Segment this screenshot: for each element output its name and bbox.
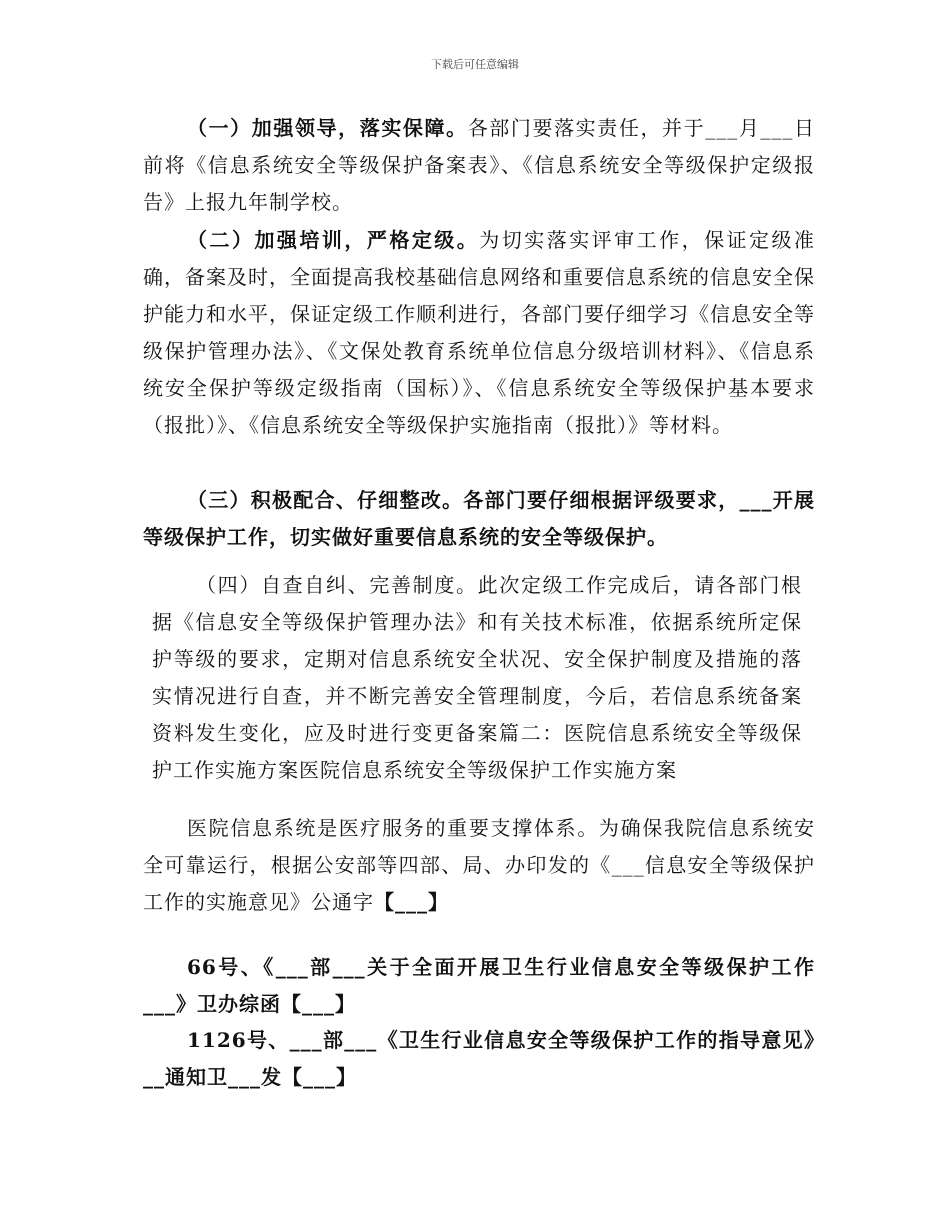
paragraph-6-text: 66号、《___部___关于全面开展卫生行业信息安全等级保护工作___》卫办综函【___】 bbox=[143, 955, 815, 1016]
paragraph-5-text: 医院信息系统是医疗服务的重要支撑体系。为确保我院信息系统安全可靠运行，根据公安部等四部、局、办印发的《___信息安全等级保护工作的实施意见》公通字 bbox=[143, 816, 815, 914]
paragraph-1-body: 各部门要落实责任，并于___月___日前将《信息系统安全等级保护备案表》、《信息系统安全等级保护定级报告》上报九年制学校。 bbox=[143, 116, 816, 214]
paragraph-4 bbox=[152, 567, 802, 789]
paragraph-7 bbox=[143, 1022, 815, 1096]
paragraph-1 bbox=[143, 110, 815, 221]
paragraph-1-lead: （一）加强领导，落实保障。 bbox=[187, 116, 468, 140]
paragraph-6 bbox=[143, 949, 815, 1023]
page-header-note: 下载后可任意编辑 bbox=[431, 58, 519, 71]
paragraph-5-bracket: 【___】 bbox=[374, 890, 449, 914]
paragraph-7-text: 1126号、___部___《卫生行业信息安全等级保护工作的指导意见》__通知卫___发【___】 bbox=[143, 1028, 815, 1089]
paragraph-3-text: （三）积极配合、仔细整改。各部门要仔细根据评级要求，___开展等级保护工作，切实做好重要信息系统的安全等级保护。 bbox=[143, 488, 815, 549]
paragraph-2-body: 为切实落实评审工作，保证定级准确，备案及时，全面提高我校基础信息网络和重要信息系统的信息安全保护能力和水平，保证定级工作顺利进行，各部门要仔细学习《信息安全等级保护管理办法》、《文保处教育系统单位信息分级培训材料》、《信息系统安全保护等级定级指南（国标）》、《信息系统安全等级保护基本要求（报批）》、《信息系统安全等级保护实施指南（报批）》等材料。 bbox=[143, 228, 816, 437]
paragraph-2 bbox=[143, 222, 815, 444]
paragraph-2-lead: （二）加强培训，严格定级。 bbox=[187, 228, 480, 252]
paragraph-3 bbox=[143, 482, 815, 556]
paragraph-5 bbox=[143, 810, 815, 921]
paragraph-4-text: （四）自查自纠、完善制度。此次定级工作完成后，请各部门根据《信息安全等级保护管理办法》和有关技术标准，依据系统所定保护等级的要求，定期对信息系统安全状况、安全保护制度及措施的落实情况进行自查，并不断完善安全管理制度，今后，若信息系统备案资料发生变化，应及时进行变更备案篇二：医院信息系统安全等级保护工作实施方案医院信息系统安全等级保护工作实施方案 bbox=[152, 573, 802, 782]
